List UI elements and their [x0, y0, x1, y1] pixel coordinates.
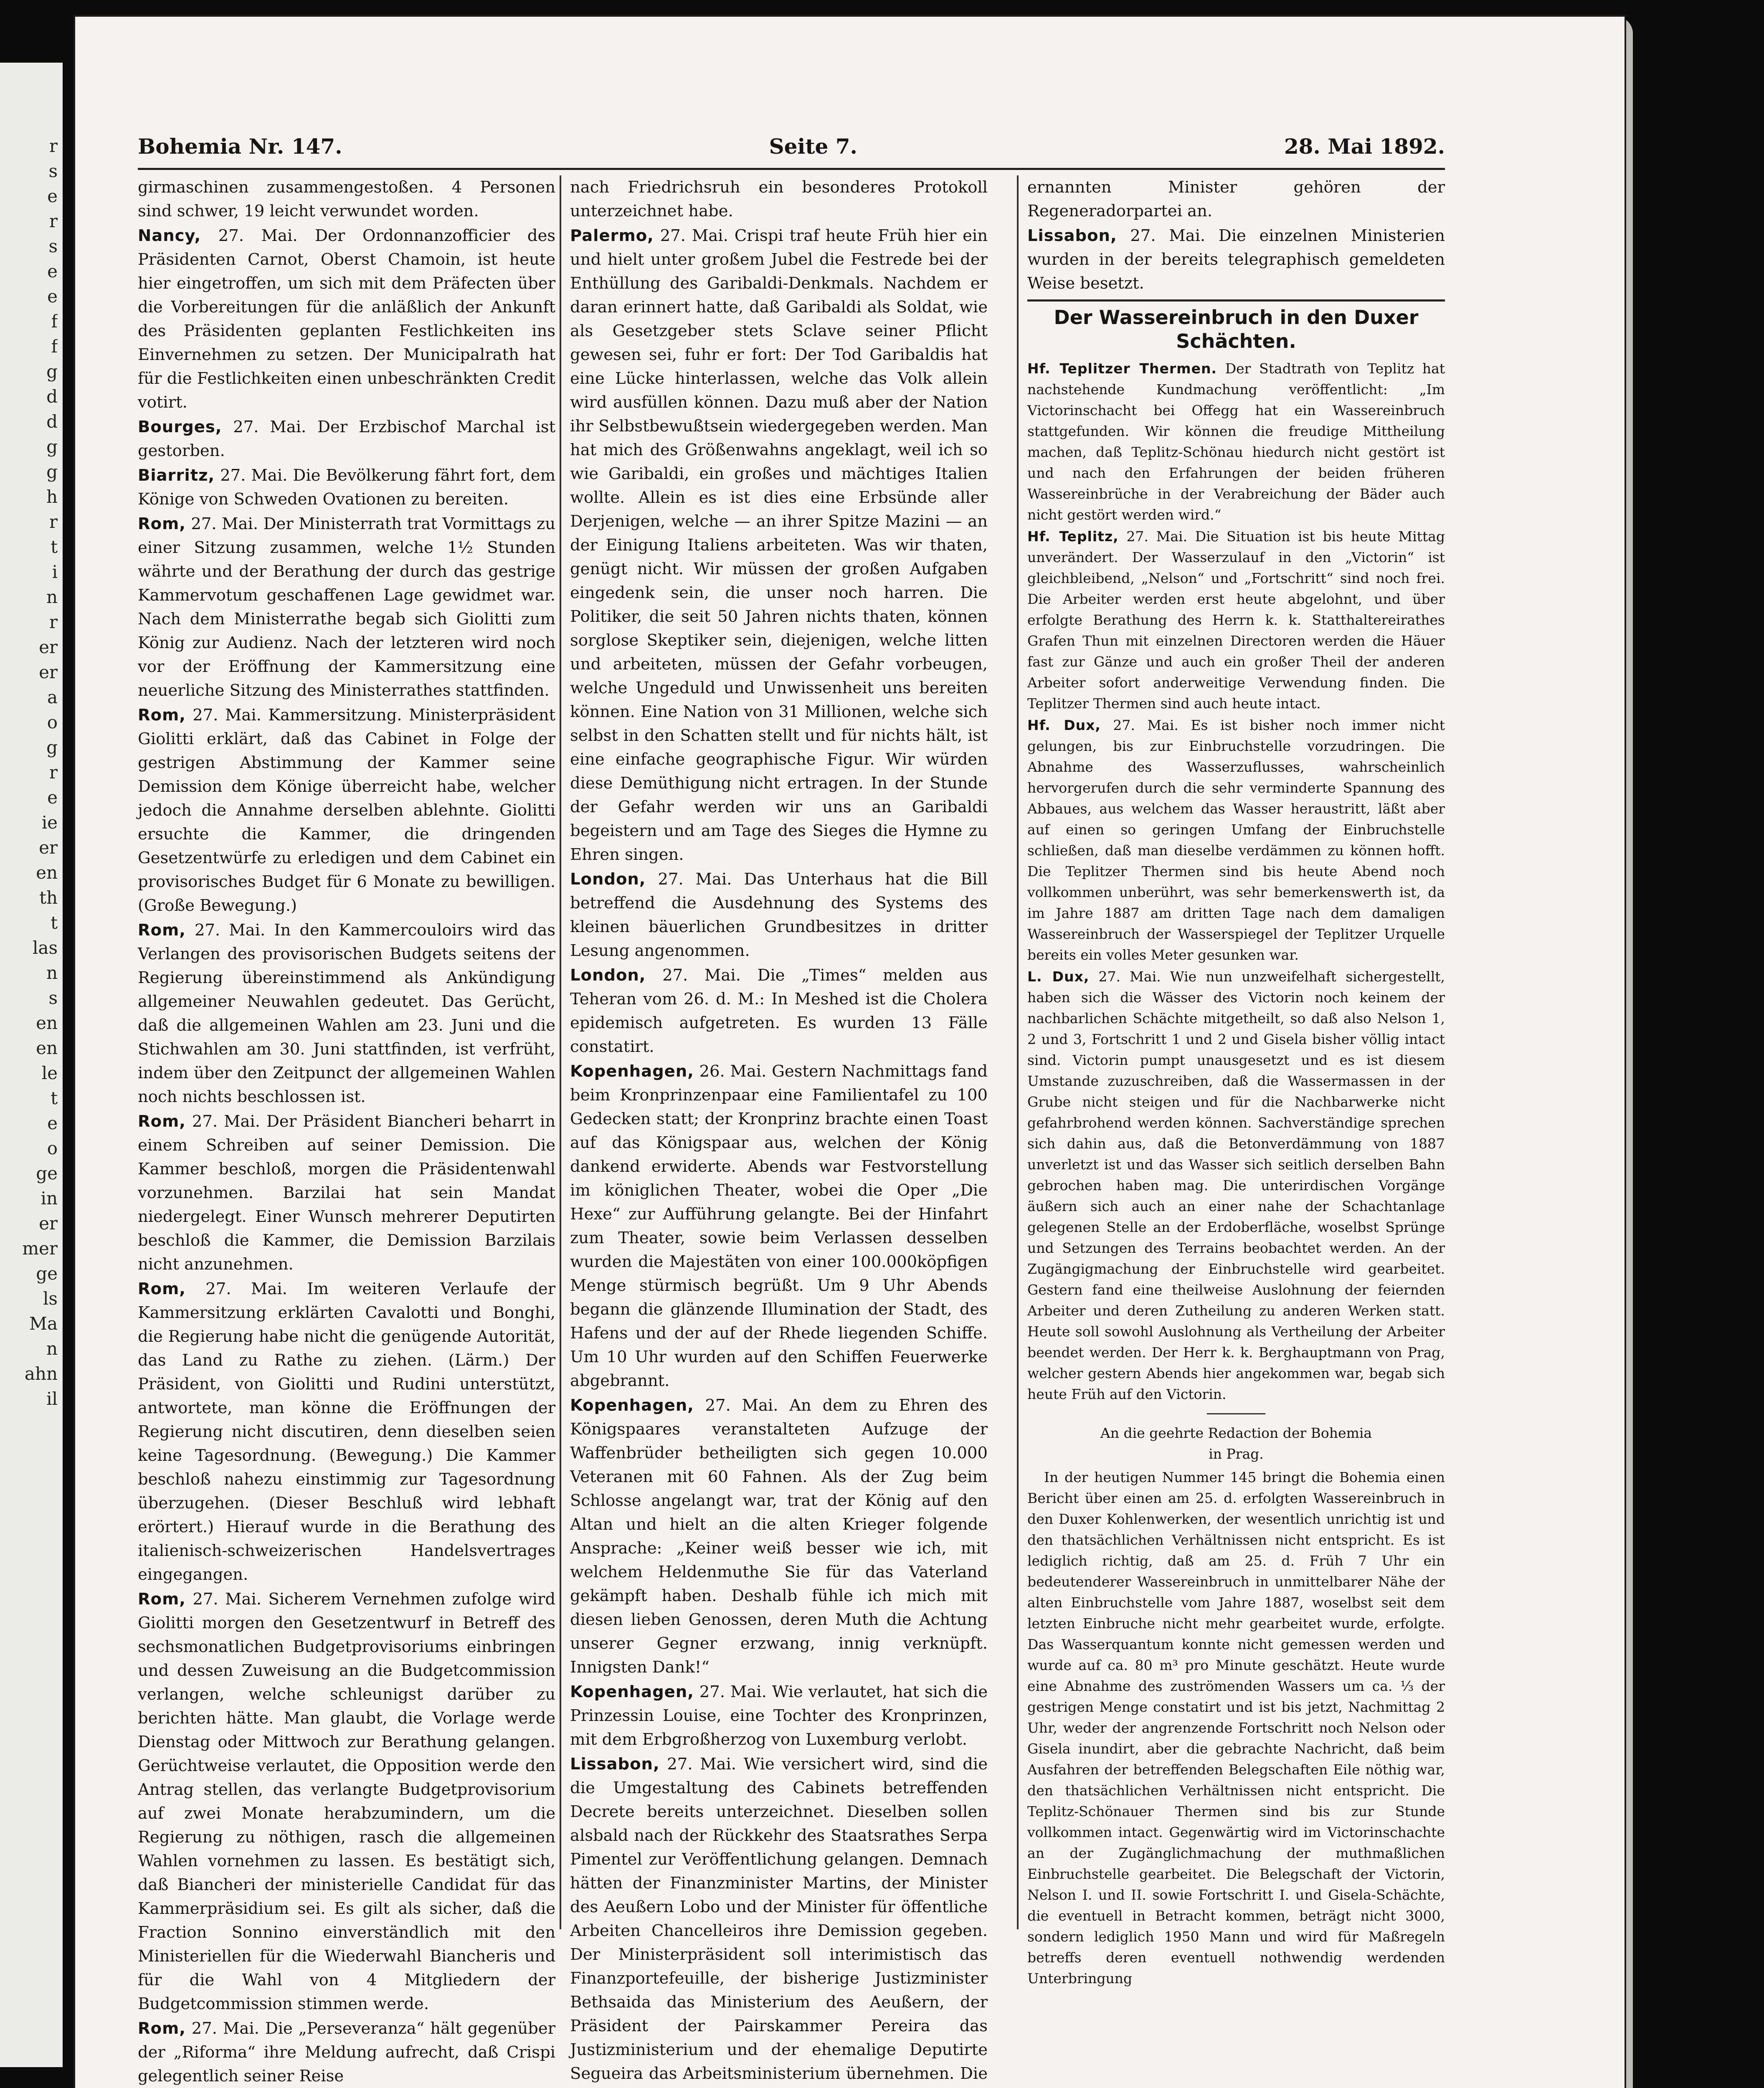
- previous-page-edge: [0, 63, 63, 2067]
- fragment: er: [39, 837, 58, 858]
- news-text: 27. Mai. Der Ordonnanzofficier des Präsidenten Carnot, Oberst Chamoin, ist heute hier eingetroffen, um sich mit dem Präfecten über die Vorbereitungen für die anläßlich der Ankunft des Präsidenten geplanten Festlichkeiten ins Einvernehmen zu setzen. Der Municipalrath hat für die Festlichkeiten einen unbeschränkten Credit votirt.: [138, 226, 555, 412]
- column-rule: [1017, 175, 1019, 1929]
- news-text: 27. Mai. Der Erzbischof Marchal ist gestorben.: [138, 418, 555, 460]
- dateline: Rom,: [138, 2019, 186, 2038]
- fragment: t: [51, 537, 58, 557]
- dateline: Rom,: [138, 1112, 186, 1131]
- fragment: r: [49, 136, 58, 156]
- fragment: a: [47, 687, 58, 707]
- fragment: s: [48, 161, 58, 181]
- dateline: Lissabon,: [570, 1755, 660, 1774]
- news-item: [570, 175, 988, 223]
- news-text: 27. Mai. Das Unterhaus hat die Bill betreffend die Ausdehnung des Systems des kleinen bäuerlichen Grundbesitzes in dritter Lesung angenommen.: [570, 870, 988, 960]
- news-item: [570, 1680, 988, 1751]
- news-text: 27. Mai. Der Präsident Biancheri beharrt in einem Schreiben auf seiner Demission. Die Kammer beschloß, morgen die Präsidentenwahl vorzunehmen. Barzilai hat sein Mandat niedergelegt. Einer Wunsch mehrerer Deputirten beschloß die Kammer, die Demission Barzilais nicht anzunehmen.: [138, 1112, 555, 1274]
- news-text: 27. Mai. Die Bevölkerung fährt fort, dem Könige von Schweden Ovationen zu bereiten.: [138, 466, 555, 509]
- fragment: ahn: [24, 1363, 58, 1384]
- section-title: Der Wassereinbruch in den Duxer Schächten.: [1027, 299, 1445, 353]
- news-text: nach Friedrichsruh ein besonderes Protokoll unterzeichnet habe.: [570, 178, 988, 220]
- news-item: [138, 1587, 555, 2016]
- dateline: Kopenhagen,: [570, 1396, 694, 1415]
- fragment: s: [48, 236, 58, 256]
- fragment: i: [52, 562, 58, 582]
- news-text: 27. Mai. An dem zu Ehren des Königspaares veranstalteten Aufzuge der Waffenbrüder betheiligten sich gegen 10.000 Veteranen mit 60 Fahnen. Als der Zug beim Schlosse angelangt war, trat der König auf den Altan und hielt an die alten Krieger folgende Ansprache: „Keiner weiß besser wie ich, mit welchem Heldenmuthe Sie für das Vaterland gekämpft haben. Deshalb fühle ich mich mit diesen lieben Genossen, deren Muth die Achtung unserer Gegner erzwang, innig verknüpft. Innigsten Dank!“: [570, 1396, 988, 1677]
- fragment: s: [48, 988, 58, 1008]
- news-item: [138, 224, 555, 414]
- column-2: [570, 175, 988, 2088]
- dateline: L. Dux,: [1027, 968, 1090, 985]
- column-1: [138, 175, 555, 2088]
- fragment: n: [46, 587, 58, 607]
- news-text: 27. Mai. Kammersitzung. Ministerpräsident Giolitti erklärt, daß das Cabinet in Folge der gestrigen Abstimmung der Kammer seine Demission dem Könige überreicht habe, welcher jedoch die Annahme derselben ablehnte. Giolitti ersuchte die Kammer, die dringenden Gesetzentwürfe zu erledigen und dem Cabinet ein provisorisches Budget für 6 Monate zu bewilligen. (Große Bewegung.): [138, 706, 555, 915]
- fragment: o: [47, 1138, 58, 1158]
- fragment: f: [51, 336, 58, 357]
- fragment: il: [46, 1389, 58, 1409]
- news-text: 27. Mai. Wie verlautet, hat sich die Prinzessin Louise, eine Tochter des Kronprinzen, mit dem Erbgroßherzog von Luxemburg verlobt.: [570, 1683, 988, 1749]
- dateline: London,: [570, 870, 646, 889]
- news-text: 27. Mai. Wie versichert wird, sind die die Umgestaltung des Cabinets betreffenden Decrete bereits unterzeichnet. Dieselben sollen alsbald nach der Rückkehr des Staatsrathes Serpa Pimentel zur Veröffentlichung gelangen. Demnach hätten der Finanzminister Martins, der Minister des Aeußern Lobo und der Minister für öffentliche Arbeiten Chancelleiros ihre Demission gegeben. Der Ministerpräsident soll interimistisch das Finanzportefeuille, der bisherige Justizminister Bethsaida das Ministerium des Aeußern, der Präsident der Pairskammer Pereira das Justizministerium und der ehemalige Deputirte Segueira das Arbeitsministerium übernehmen. Die: [570, 1755, 988, 2083]
- news-item: [1027, 715, 1445, 965]
- news-item: [138, 175, 555, 223]
- fragment: er: [39, 1213, 58, 1234]
- news-text: 27. Mai. Die Situation ist bis heute Mittag unverändert. Der Wasserzulauf in den „Victorin“ ist gleichbleibend, „Nelson“ und „Fortschritt“ sind noch frei. Die Arbeiter werden erst heute abgelohnt, und über erfolgte Berathung des Herrn k. k. Statthaltereirathes Grafen Thun mit einzelnen Directoren werden die Häuer fast zur Gänze und auch ein großer Theil der anderen Arbeiter sofort anderweitige Verwendung finden. Die Teplitzer Thermen sind auch heute intact.: [1027, 528, 1445, 712]
- news-item: [1027, 175, 1445, 223]
- news-item: [138, 703, 555, 917]
- fragment: las: [32, 938, 58, 958]
- news-item: [138, 512, 555, 702]
- news-text: 27. Mai. Im weiteren Verlaufe der Kammersitzung erklärten Cavalotti und Bonghi, die Regierung habe nicht die genügende Autorität, das Land zu Rathe zu ziehen. (Lärm.) Der Präsident, von Giolitti und Rudini unterstützt, antwortete, man könne die Eröffnungen der Regierung nicht discutiren, denn dieselben seien keine Tagesordnung. (Bewegung.) Die Kammer beschloß nahezu einstimmig zur Tagesordnung überzugehen. (Dieser Beschluß wird lebhaft erörtert.) Hierauf wurde in die Berathung des italienisch-schweizerischen Handelsvertrages eingegangen.: [138, 1280, 555, 1584]
- fragment: en: [36, 1038, 58, 1058]
- dateline: Biarritz,: [138, 466, 215, 485]
- news-item: [570, 867, 988, 963]
- fragment: g: [46, 737, 58, 758]
- fragment: in: [41, 1188, 58, 1209]
- news-text: ernannten Minister gehören der Regeneradorpartei an.: [1027, 178, 1445, 220]
- dateline: Lissabon,: [1027, 226, 1117, 245]
- fragment: e: [47, 1113, 58, 1133]
- fragment: Ma: [29, 1313, 58, 1334]
- news-item: [138, 1110, 555, 1276]
- news-text: 27. Mai. Wie nun unzweifelhaft sichergestellt, haben sich die Wässer des Victorin noch keinem der nachbarlichen Schächte mitgetheilt, so daß also Nelson 1, 2 und 3, Fortschritt 1 und 2 und Gisela bisher völlig intact sind. Victorin pumpt unausgesetzt und es ist diesem Umstande zuzuschreiben, daß die Wassermassen in der Grube nicht steigen und für die Nachbarwerke nicht gefahrbrohend werden können. Sachverständige sprechen sich dahin aus, daß die Betonverdämmung von 1887 unverletzt ist und das Wasser sich seitlich derselben Bahn gebrochen haben mag. Die unterirdischen Vorgänge äußern sich auch an einer nahe der Schachtanlage gelegenen Stelle an der Erdoberfläche, woselbst Sprünge und Setzungen des Terrains beobachtet werden. An der Zugängigmachung der Einbruchstelle wird gearbeitet. Gestern fand eine theilweise Auslohnung der feiernden Arbeiter und deren Zutheilung zu anderen Werken statt. Heute soll sowohl Auslohnung als Vertheilung der Arbeiter beendet werden. Der Herr k. k. Berghauptmann von Prag, welcher gestern Abends hier angekommen war, begab sich heute Früh auf den Victorin.: [1027, 968, 1445, 1402]
- dateline: Palermo,: [570, 226, 654, 245]
- fragment: ge: [36, 1263, 58, 1284]
- news-text: 27. Mai. Sicherem Vernehmen zufolge wird Giolitti morgen den Gesetzentwurf in Betreff des sechsmonatlichen Budgetprovisoriums einbringen und dessen Zuweisung an die Budgetcommission verlangen, welche schleunigst darüber zu berichten hätte. Man glaubt, die Vorlage werde Dienstag oder Mittwoch zur Berathung gelangen. Gerüchtweise verlautet, die Opposition werde den Antrag stellen, das verlangte Budgetprovisorium auf zwei Monate herabzumindern, um die Regierung zu nöthigen, rasch die allgemeinen Wahlen vornehmen zu lassen. Es bestätigt sich, daß Biancheri der ministerielle Candidat für das Kammerpräsidium sei. Es gilt als sicher, daß die Fraction Sonnino einverständlich mit den Ministeriellen für die Wiederwahl Biancheris und für die Wahl von 4 Mitgliedern der Budgetcommission stimmen werde.: [138, 1590, 555, 2013]
- fragment: e: [47, 286, 58, 307]
- fragment: en: [36, 1013, 58, 1033]
- dateline: Bourges,: [138, 418, 222, 436]
- letter-text: In der heutigen Nummer 145 bringt die Bohemia einen Bericht über einen am 25. d. erfolgten Wassereinbruch in den Duxer Kohlenwerken, der wesentlich unrichtig ist und den thatsächlichen Verhältnissen nicht entspricht. Es ist lediglich richtig, daß am 25. d. Früh 7 Uhr ein bedeutenderer Wassereinbruch in unmittelbarer Nähe der alten Einbruchstelle vom Jahre 1887, woselbst seit dem letzten Einbruche nicht mehr gearbeitet wurde, erfolgte. Das Wasserquantum konnte nicht gemessen werden und wurde auf ca. 80 m³ pro Minute geschätzt. Heute wurde eine Abnahme des zuströmenden Wassers um ca. ⅓ der gestrigen Menge constatirt und ist bis jetzt, Nachmittag 2 Uhr, weder der angrenzende Fortschritt noch Nelson oder Gisela inundirt, aber die gebrachte Nachricht, daß beim Ausfahren der betreffenden Belegschaften Eile nöthig war, den thatsächlichen Verhältnissen nicht entspricht. Die Teplitz-Schönauer Thermen sind bis zur Stunde vollkommen intact. Gegenwärtig wird im Victorinschachte an der Zugänglichmachung der muthmaßlichen Einbruchstelle gearbeitet. Die Belegschaft der Victorin, Nelson I. und II. sowie Fortschritt I. und Gisela-Schächte, die eventuell in Betracht kommen, beträgt nicht 3000, sondern lediglich 1950 Mann und wird für Maßregeln betreffs deren eventuell nothwendig werdenden Unterbringung: [1027, 1469, 1445, 1987]
- dateline: Hf. Dux,: [1027, 717, 1101, 733]
- fragment: r: [49, 762, 58, 783]
- header-left: Bohemia Nr. 147.: [138, 134, 342, 159]
- news-text: 27. Mai. Der Ministerrath trat Vormittags zu einer Sitzung zusammen, welche 1½ Stunden währte und der Berathung der durch das gestrige Kammervotum geschaffenen Lage gewidmet war. Nach dem Ministerrathe begab sich Giolitti zum König zur Audienz. Nach der letzteren wird noch vor der Eröffnung der Kammersitzung eine neuerliche Sitzung des Ministerrathes stattfinden.: [138, 514, 555, 700]
- dateline: Rom,: [138, 514, 186, 533]
- dateline: Rom,: [138, 921, 186, 940]
- news-text: 27. Mai. In den Kammercouloirs wird das Verlangen des provisorischen Budgets seitens der Regierung übereinstimmend als Ankündigung allgemeiner Neuwahlen gedeutet. Das Gerücht, daß die allgemeinen Wahlen am 23. Juni und die Stichwahlen am 30. Juni stattfinden, ist verfrüht, indem über den Zeitpunct der allgemeinen Wahlen noch nichts beschlossen ist.: [138, 921, 555, 1106]
- fragment: n: [46, 1338, 58, 1359]
- news-item: [138, 918, 555, 1109]
- news-item: [1027, 224, 1445, 295]
- news-text: 27. Mai. Crispi traf heute Früh hier ein und hielt unter großem Jubel die Festrede bei der Enthüllung des Garibaldi-Denkmals. Nachdem er daran erinnert hatte, daß Garibaldi als Soldat, wie als Gesetzgeber stets Sclave seiner Pflicht gewesen sei, fuhr er fort: Der Tod Garibaldis hat eine Lücke hinterlassen, welche das Volk allein wird ausfüllen können. Dazu muß aber der Nation ihr Selbstbewußtsein wiedergegeben werden. Man hat mich des Größenwahns angeklagt, weil ich so wie Garibaldi, ein großes und mächtiges Italien wollte. Allein es ist dies eine Erbsünde aller Derjenigen, welche — an ihrer Spitze Mazini — an der Einigung Italiens arbeiteten. Was wir thaten, genügt nicht. Wir müssen der großen Aufgaben eingedenk sein, die unser noch harren. Die Politiker, die seit 50 Jahren nichts thaten, können sorglose Skeptiker sein, diejenigen, welche litten und arbeiteten, müssen der Gefahr vorbeugen, welche Ungeduld und Unwissenheit uns bereiten können. Eine Nation von 31 Millionen, welche sich selbst in den Schatten stellt und für nichts hält, ist eine einfache geographische Figur. Wir würden diese Demüthigung nicht ertragen. In der Stunde der Gefahr werden wir uns an Garibaldi begeistern und am Tage des Sieges die Hymne zu Ehren singen.: [570, 226, 988, 864]
- news-item: [1027, 526, 1445, 714]
- news-text: 27. Mai. Die „Times“ melden aus Teheran vom 26. d. M.: In Meshed ist die Cholera epidemisch aufgetreten. Es wurden 13 Fälle constatirt.: [570, 966, 988, 1056]
- news-text: 26. Mai. Gestern Nachmittags fand beim Kronprinzenpaar eine Familientafel zu 100 Gedecken statt; der Kronprinz brachte einen Toast auf das Königspaar aus, welchen der König dankend erwiderte. Abends war Festvorstellung im königlichen Theater, wobei die Oper „Die Hexe“ zur Aufführung gelangte. Bei der Hinfahrt zum Theater, sowie beim Verlassen desselben wurden die Majestäten von einer 100.000köpfigen Menge stürmisch begrüßt. Um 9 Uhr Abends begann die glänzende Illumination der Stadt, des Hafens und der auf der Rhede liegenden Schiffe. Um 10 Uhr wurden auf den Schiffen Feuerwerke abgebrannt.: [570, 1062, 988, 1390]
- dateline: Rom,: [138, 706, 186, 725]
- fragment: n: [46, 963, 58, 983]
- news-text: 27. Mai. Es ist bisher noch immer nicht gelungen, bis zur Einbruchstelle vorzudringen. Die Abnahme des Wasserzuflusses, wahrscheinlich hervorgerufen durch die sehr verminderte Spannung des Abbaues, aus welchem das Wasser heraustritt, läßt aber auf einen so geringen Umfang der Einbruchstelle schließen, daß man dieselbe verdämmen zu können hofft. Die Teplitzer Thermen sind bis heute Abend noch vollkommen unberührt, was sehr bemerkenswerth ist, da im Jahre 1887 am dritten Tage nach dem damaligen Wassereinbruch der Wasserspiegel der Teplitzer Urquelle bereits ein volles Meter gesunken war.: [1027, 717, 1445, 963]
- dateline: Rom,: [138, 1590, 186, 1609]
- dateline: Hf. Teplitz,: [1027, 528, 1119, 545]
- fragment: le: [41, 1063, 58, 1083]
- previous-page-fragments: [3, 134, 58, 2088]
- fragment: r: [49, 512, 58, 532]
- news-item: [138, 2017, 555, 2088]
- news-item: [138, 1277, 555, 1586]
- news-item: [570, 963, 988, 1059]
- column-rule: [560, 175, 561, 1929]
- fragment: th: [39, 887, 58, 908]
- fragment: ls: [43, 1288, 58, 1309]
- newspaper-page: [75, 17, 1625, 2088]
- dateline: London,: [570, 966, 646, 985]
- news-item: [1027, 358, 1445, 525]
- separator: [1207, 1413, 1265, 1414]
- fragment: g: [46, 361, 58, 382]
- fragment: g: [46, 436, 58, 457]
- dateline: Hf. Teplitzer Thermen.: [1027, 360, 1217, 377]
- page-header: [138, 129, 1445, 163]
- fragment: ie: [41, 812, 58, 833]
- fragment: g: [46, 461, 58, 482]
- header-rule: [138, 168, 1445, 170]
- letter-heading-2: in Prag.: [1209, 1446, 1264, 1462]
- news-text: 27. Mai. Die „Perseveranza“ hält gegenüber der „Riforma“ ihre Meldung aufrecht, daß Crispi gelegentlich seiner Reise: [138, 2019, 555, 2085]
- column-3: [1027, 175, 1445, 1989]
- dateline: Kopenhagen,: [570, 1683, 694, 1701]
- fragment: t: [51, 912, 58, 933]
- news-text: girmaschinen zusammengestoßen. 4 Personen sind schwer, 19 leicht verwundet worden.: [138, 178, 555, 220]
- news-item: [138, 464, 555, 511]
- dateline: Kopenhagen,: [570, 1062, 694, 1081]
- fragment: r: [49, 612, 58, 632]
- fragment: f: [51, 311, 58, 332]
- news-item: [138, 415, 555, 463]
- fragment: er: [39, 662, 58, 682]
- news-text: 27. Mai. Die einzelnen Ministerien wurden in der bereits telegraphisch gemeldeten Weise besetzt.: [1027, 226, 1445, 293]
- fragment: d: [46, 386, 58, 407]
- fragment: e: [47, 787, 58, 808]
- dateline: Rom,: [138, 1280, 186, 1298]
- fragment: e: [47, 186, 58, 206]
- fragment: d: [46, 411, 58, 432]
- fragment: t: [51, 1088, 58, 1108]
- news-item: [570, 224, 988, 867]
- news-text: Der Stadtrath von Teplitz hat nachstehende Kundmachung veröffentlicht: „Im Victorinschacht bei Offegg hat ein Wassereinbruch stattgefunden. Wir können die freudige Mittheilung machen, daß Teplitz-Schönau hiedurch nicht gestört ist und nach den Erfahrungen der beiden früheren Wassereinbrüche in der Verabreichung der Bäder auch nicht gestört werden wird.“: [1027, 360, 1445, 523]
- letter-heading-1: An die geehrte Redaction der Bohemia: [1100, 1425, 1372, 1441]
- fragment: mer: [22, 1238, 58, 1259]
- header-center: Seite 7.: [769, 134, 857, 159]
- fragment: en: [36, 862, 58, 883]
- fragment: h: [46, 487, 58, 507]
- dateline: Nancy,: [138, 226, 201, 245]
- fragment: r: [49, 211, 58, 231]
- fragment: e: [47, 261, 58, 281]
- news-item: [570, 1394, 988, 1679]
- fragment: o: [47, 712, 58, 732]
- fragment: er: [39, 637, 58, 657]
- fragment: ge: [36, 1163, 58, 1183]
- news-item: [570, 1752, 988, 2088]
- news-item: [570, 1059, 988, 1393]
- header-right: 28. Mai 1892.: [1284, 134, 1445, 159]
- news-item: [1027, 966, 1445, 1405]
